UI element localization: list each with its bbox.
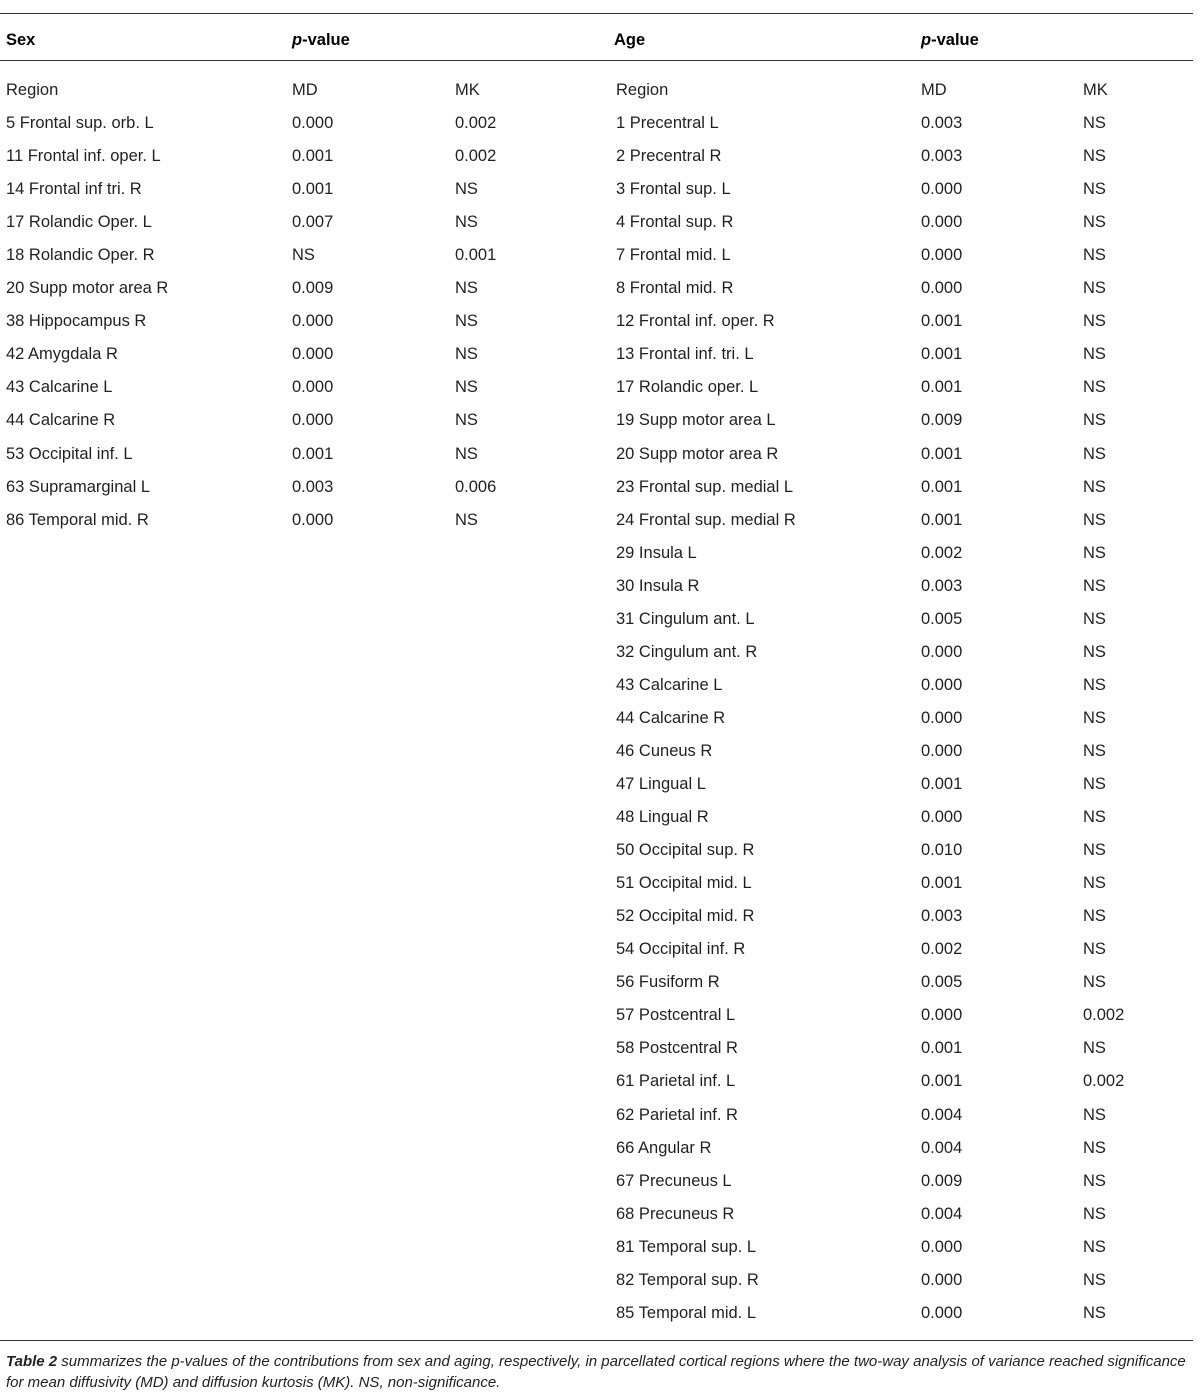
age-md-cell: 0.004 (921, 1139, 963, 1157)
age-md-cell: 0.001 (921, 378, 963, 396)
age-md-cell: 0.000 (921, 709, 963, 727)
age-mk-cell: NS (1083, 1238, 1106, 1256)
sex-region-cell: 43 Calcarine L (6, 378, 113, 396)
age-md-cell: 0.001 (921, 312, 963, 330)
age-md-cell: 0.001 (921, 775, 963, 793)
age-md-cell: 0.000 (921, 279, 963, 297)
sex-mk-cell: NS (455, 180, 478, 198)
age-mk-cell: NS (1083, 1139, 1106, 1157)
sex-md-subheader: MD (292, 81, 318, 99)
age-region-cell: 24 Frontal sup. medial R (616, 511, 796, 529)
age-mk-cell: NS (1083, 345, 1106, 363)
age-region-subheader: Region (616, 81, 669, 99)
age-mk-subheader: MK (1083, 81, 1108, 99)
age-mk-cell: NS (1083, 940, 1106, 958)
age-region-cell: 31 Cingulum ant. L (616, 610, 755, 628)
age-md-cell: 0.003 (921, 907, 963, 925)
sex-header: Sex (6, 31, 36, 49)
age-region-cell: 66 Angular R (616, 1139, 712, 1157)
age-region-cell: 48 Lingual R (616, 808, 709, 826)
age-region-cell: 68 Precuneus R (616, 1205, 735, 1223)
sex-mk-cell: NS (455, 378, 478, 396)
age-mk-cell: NS (1083, 973, 1106, 991)
age-md-subheader: MD (921, 81, 947, 99)
age-region-cell: 7 Frontal mid. L (616, 246, 731, 264)
age-mk-cell: NS (1083, 1271, 1106, 1289)
age-md-cell: 0.001 (921, 445, 963, 463)
age-mk-cell: NS (1083, 544, 1106, 562)
sex-md-cell: 0.000 (292, 312, 334, 330)
age-md-cell: 0.002 (921, 544, 963, 562)
sex-region-cell: 38 Hippocampus R (6, 312, 147, 330)
age-region-cell: 19 Supp motor area L (616, 411, 776, 429)
age-region-cell: 2 Precentral R (616, 147, 722, 165)
age-region-cell: 54 Occipital inf. R (616, 940, 746, 958)
age-md-cell: 0.003 (921, 147, 963, 165)
age-region-cell: 8 Frontal mid. R (616, 279, 734, 297)
age-md-cell: 0.000 (921, 676, 963, 694)
sex-region-cell: 20 Supp motor area R (6, 279, 169, 297)
sex-mk-cell: NS (455, 411, 478, 429)
age-mk-cell: NS (1083, 1172, 1106, 1190)
age-mk-cell: NS (1083, 378, 1106, 396)
age-mk-cell: NS (1083, 147, 1106, 165)
sex-mk-cell: 0.002 (455, 114, 497, 132)
age-region-cell: 62 Parietal inf. R (616, 1106, 738, 1124)
age-md-cell: 0.000 (921, 643, 963, 661)
sex-md-cell: 0.003 (292, 478, 334, 496)
sex-md-cell: 0.001 (292, 180, 334, 198)
pvalue-p: p (292, 31, 303, 49)
pvalue-suffix: -value (302, 31, 350, 49)
age-pvalue-header (921, 30, 979, 50)
age-region-cell: 30 Insula R (616, 577, 700, 595)
age-mk-cell: NS (1083, 279, 1106, 297)
sex-region-cell: 17 Rolandic Oper. L (6, 213, 152, 231)
age-mk-cell: NS (1083, 610, 1106, 628)
age-header: Age (614, 31, 646, 49)
age-region-cell: 44 Calcarine R (616, 709, 726, 727)
age-mk-cell: NS (1083, 709, 1106, 727)
age-mk-cell: NS (1083, 1039, 1106, 1057)
pvalue-suffix: -value (931, 31, 979, 49)
sex-region-cell: 42 Amygdala R (6, 345, 118, 363)
age-md-cell: 0.000 (921, 246, 963, 264)
age-region-cell: 57 Postcentral L (616, 1006, 736, 1024)
age-md-cell: 0.003 (921, 114, 963, 132)
age-mk-cell: NS (1083, 643, 1106, 661)
sex-md-cell: 0.000 (292, 378, 334, 396)
age-region-cell: 13 Frontal inf. tri. L (616, 345, 754, 363)
sex-region-cell: 53 Occipital inf. L (6, 445, 133, 463)
age-region-cell: 46 Cuneus R (616, 742, 713, 760)
sex-mk-cell: NS (455, 312, 478, 330)
age-mk-cell: NS (1083, 1205, 1106, 1223)
age-md-cell: 0.000 (921, 1304, 963, 1322)
age-mk-cell: NS (1083, 246, 1106, 264)
sex-region-cell: 86 Temporal mid. R (6, 511, 149, 529)
sex-mk-subheader: MK (455, 81, 480, 99)
age-mk-cell: NS (1083, 478, 1106, 496)
age-md-cell: 0.005 (921, 610, 963, 628)
age-md-cell: 0.001 (921, 478, 963, 496)
sex-mk-cell: NS (455, 445, 478, 463)
age-md-cell: 0.010 (921, 841, 963, 859)
sex-mk-cell: 0.001 (455, 246, 497, 264)
sex-mk-cell: 0.002 (455, 147, 497, 165)
age-region-cell: 47 Lingual L (616, 775, 706, 793)
age-mk-cell: NS (1083, 213, 1106, 231)
age-mk-cell: 0.002 (1083, 1072, 1125, 1090)
age-mk-cell: NS (1083, 1106, 1106, 1124)
sex-md-cell: NS (292, 246, 315, 264)
age-region-cell: 4 Frontal sup. R (616, 213, 734, 231)
age-md-cell: 0.003 (921, 577, 963, 595)
age-mk-cell: NS (1083, 114, 1106, 132)
age-md-cell: 0.000 (921, 180, 963, 198)
age-mk-cell: NS (1083, 841, 1106, 859)
sex-md-cell: 0.007 (292, 213, 334, 231)
age-region-cell: 20 Supp motor area R (616, 445, 779, 463)
sex-mk-cell: NS (455, 511, 478, 529)
age-mk-cell: NS (1083, 874, 1106, 892)
age-mk-cell: NS (1083, 411, 1106, 429)
age-md-cell: 0.000 (921, 742, 963, 760)
age-region-cell: 51 Occipital mid. L (616, 874, 752, 892)
table-caption (6, 1351, 1196, 1393)
age-region-cell: 61 Parietal inf. L (616, 1072, 736, 1090)
sex-region-subheader: Region (6, 81, 59, 99)
sex-pvalue-header (292, 30, 350, 50)
age-md-cell: 0.002 (921, 940, 963, 958)
age-region-cell: 50 Occipital sup. R (616, 841, 755, 859)
age-md-cell: 0.001 (921, 874, 963, 892)
age-region-cell: 85 Temporal mid. L (616, 1304, 757, 1322)
age-md-cell: 0.001 (921, 1072, 963, 1090)
sex-region-cell: 5 Frontal sup. orb. L (6, 114, 154, 132)
sex-md-cell: 0.000 (292, 345, 334, 363)
age-region-cell: 12 Frontal inf. oper. R (616, 312, 775, 330)
pvalue-p: p (921, 31, 932, 49)
age-md-cell: 0.000 (921, 1238, 963, 1256)
sex-region-cell: 11 Frontal inf. oper. L (6, 147, 161, 165)
sex-mk-cell: 0.006 (455, 478, 497, 496)
sex-md-cell: 0.000 (292, 114, 334, 132)
age-md-cell: 0.000 (921, 1006, 963, 1024)
sex-mk-cell: NS (455, 213, 478, 231)
sex-mk-cell: NS (455, 279, 478, 297)
age-region-cell: 29 Insula L (616, 544, 697, 562)
table-header-rule (0, 60, 1193, 61)
age-md-cell: 0.000 (921, 808, 963, 826)
age-md-cell: 0.009 (921, 411, 963, 429)
sex-region-cell: 18 Rolandic Oper. R (6, 246, 155, 264)
age-mk-cell: NS (1083, 808, 1106, 826)
table-bottom-rule (0, 1340, 1193, 1341)
sex-region-cell: 63 Supramarginal L (6, 478, 151, 496)
age-mk-cell: NS (1083, 445, 1106, 463)
sex-md-cell: 0.000 (292, 511, 334, 529)
age-md-cell: 0.005 (921, 973, 963, 991)
age-md-cell: 0.004 (921, 1106, 963, 1124)
age-md-cell: 0.001 (921, 1039, 963, 1057)
age-region-cell: 32 Cingulum ant. R (616, 643, 758, 661)
age-region-cell: 1 Precentral L (616, 114, 719, 132)
sex-md-cell: 0.001 (292, 445, 334, 463)
age-md-cell: 0.001 (921, 345, 963, 363)
age-region-cell: 52 Occipital mid. R (616, 907, 755, 925)
sex-md-cell: 0.000 (292, 411, 334, 429)
sex-md-cell: 0.001 (292, 147, 334, 165)
age-mk-cell: NS (1083, 907, 1106, 925)
age-mk-cell: NS (1083, 742, 1106, 760)
age-md-cell: 0.004 (921, 1205, 963, 1223)
age-md-cell: 0.001 (921, 511, 963, 529)
age-mk-cell: NS (1083, 511, 1106, 529)
age-region-cell: 67 Precuneus L (616, 1172, 732, 1190)
caption-text: summarizes the p-values of the contributions from sex and aging, respectively, in parcellated cortical regions where the two-way analysis of variance reached significance for mean diffusivity (MD) and diffusion kurtosis (MK). NS, non-significance. (6, 1353, 1186, 1391)
age-region-cell: 23 Frontal sup. medial L (616, 478, 794, 496)
age-mk-cell: 0.002 (1083, 1006, 1125, 1024)
age-region-cell: 3 Frontal sup. L (616, 180, 731, 198)
age-mk-cell: NS (1083, 312, 1106, 330)
age-region-cell: 56 Fusiform R (616, 973, 720, 991)
sex-region-cell: 44 Calcarine R (6, 411, 116, 429)
age-region-cell: 81 Temporal sup. L (616, 1238, 757, 1256)
age-md-cell: 0.000 (921, 213, 963, 231)
age-mk-cell: NS (1083, 577, 1106, 595)
sex-md-cell: 0.009 (292, 279, 334, 297)
table-top-rule (0, 13, 1193, 14)
age-region-cell: 58 Postcentral R (616, 1039, 738, 1057)
sex-region-cell: 14 Frontal inf tri. R (6, 180, 142, 198)
age-region-cell: 82 Temporal sup. R (616, 1271, 759, 1289)
age-md-cell: 0.000 (921, 1271, 963, 1289)
caption-label: Table 2 (6, 1353, 58, 1370)
age-md-cell: 0.009 (921, 1172, 963, 1190)
age-mk-cell: NS (1083, 1304, 1106, 1322)
age-region-cell: 17 Rolandic oper. L (616, 378, 759, 396)
age-mk-cell: NS (1083, 775, 1106, 793)
age-mk-cell: NS (1083, 180, 1106, 198)
sex-mk-cell: NS (455, 345, 478, 363)
age-mk-cell: NS (1083, 676, 1106, 694)
age-region-cell: 43 Calcarine L (616, 676, 723, 694)
